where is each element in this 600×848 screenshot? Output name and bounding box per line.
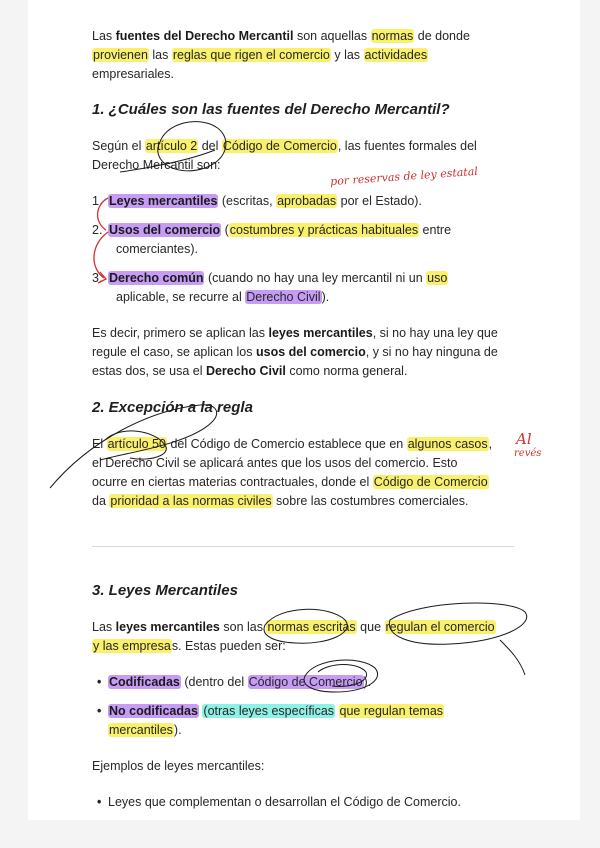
handwritten-note: Al [516, 430, 532, 448]
list-item: • Leyes que complementan o desarrollan el Código de Comercio. [92, 793, 461, 812]
section-1-heading: 1. ¿Cuáles son las fuentes del Derecho Mercantil? [92, 101, 450, 118]
bullet-icon: • [97, 675, 102, 689]
intro-paragraph: Las fuentes del Derecho Mercantil son aquellas normas de donde provienen las reglas que rigen el comercio y las actividades empresariales. [92, 29, 470, 81]
section-divider [92, 546, 514, 547]
bullet-icon: • [97, 795, 102, 809]
list-item: 2. Usos del comercio (costumbres y prácticas habituales entre comerciantes). [92, 223, 452, 256]
handwritten-note: por reservas de ley estatal [329, 164, 479, 189]
examples-label: Ejemplos de leyes mercantiles: [92, 759, 265, 773]
list-item: 1. Leyes mercantiles (escritas, aprobadas por el Estado). [92, 194, 422, 208]
list-item: 3. Derecho común (cuando no hay una ley mercantil ni un uso aplicable, se recurre al Derecho Civil). [92, 271, 448, 304]
section-2-heading: 2. Excepción a la regla [92, 399, 253, 416]
bullet-icon: • [97, 704, 102, 718]
section-2-paragraph: El artículo 50 del Código de Comercio establece que en algunos casos, el Derecho Civil se aplicará antes que los usos del comercio. Esto ocurre en ciertas materias contractuales, donde el Código de Comercio da prioridad a las normas civiles sobre las costumbres comerciales. [92, 437, 493, 508]
section-3-paragraph: Las leyes mercantiles son las normas escritas que regulan el comercio y las empresas. Estas pueden ser: [92, 620, 495, 653]
handwritten-note: revés [514, 448, 542, 459]
section-1-paragraph: Según el artículo 2 del Código de Comercio, las fuentes formales del Derecho Mercantil son: [92, 139, 477, 172]
section-3-heading: 3. Leyes Mercantiles [92, 582, 238, 599]
summary-paragraph: Es decir, primero se aplican las leyes mercantiles, si no hay una ley que regule el caso, se aplican los usos del comercio, y si no hay ninguna de estas dos, se usa el Derecho Civil como norma general. [92, 326, 498, 378]
list-item: • Codificadas (dentro del Código de Comercio). [92, 673, 371, 692]
list-item: • No codificadas (otras leyes específicas que regulan temas mercantiles). [97, 704, 444, 737]
